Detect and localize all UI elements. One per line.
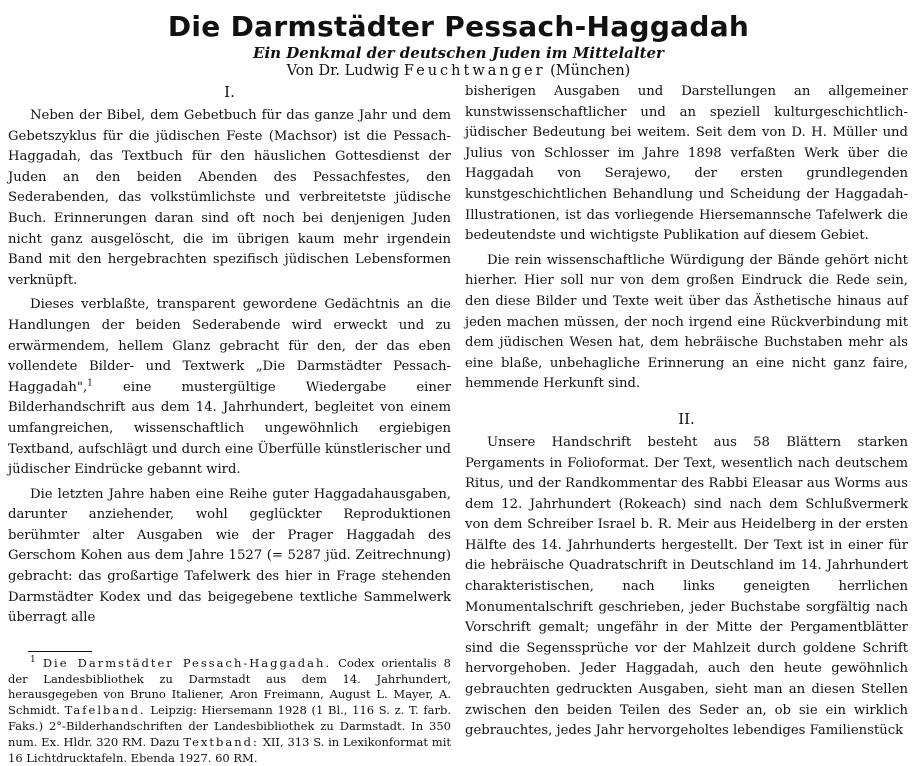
footnote-text: Leipzig: Hiersemann 1928 (1 Bl., 116 S. z. T. farb. Faks.) 2°-Bilderhandschriften der Landesbibliothek zu Darmstadt. In 350 num. Ex. Hldr. 320 RM. Dazu	[8, 703, 451, 749]
footnote-text: Codex orientalis 8 der Landesbibliothek zu Darmstadt aus dem 14. Jahrhundert, herausgegeben von Bruno Italiener, Aron Freimann, August L. Mayer, A. Schmidt.	[8, 655, 452, 718]
footnote	[8, 656, 451, 766]
footnote-text: XII, 313 S. in Lexikonformat mit 16 Lichtdrucktafeln. Ebenda 1927. 60 RM.	[8, 734, 452, 765]
footnote-title: Die Darmstädter Pessach-Haggadah.	[42, 655, 332, 670]
right-column	[465, 82, 908, 766]
footnote-label-textband: Textband:	[183, 734, 259, 749]
article-columns	[8, 82, 909, 766]
paragraph	[8, 295, 451, 480]
footnote-mark: 1	[30, 655, 36, 666]
byline	[8, 62, 909, 80]
left-column	[8, 82, 451, 766]
section-heading-1: I.	[224, 83, 235, 101]
footnote-label-tafelband: Tafelband.	[64, 703, 146, 718]
paragraph: Neben der Bibel, dem Gebetbuch für das ganze Jahr und dem Gebetszyklus für die jüdischen Feste (Machsor) ist die Pessach-Haggadah, das Textbuch für den häuslichen Gottesdienst der Juden an den beiden Abenden des Pessachfestes, den Sederabenden, das volkstümlichste und verbreitetste jüdische Buch. Erinnerungen daran sind oft noch bei denjenigen Juden nicht ganz ausgelöscht, die im übrigen kaum mehr irgendein Band mit den hergebrachten spezifisch jüdischen Lebensformen verknüpft.	[8, 108, 451, 288]
author-name: Feuchtwanger	[403, 63, 546, 79]
article-title: Die Darmstädter Pessach-Haggadah	[167, 10, 750, 43]
byline-suffix: (München)	[550, 63, 631, 79]
paragraph: Die rein wissenschaftliche Würdigung der Bände gehört nicht hierher. Hier soll nur von dem großen Eindruck die Rede sein, den diese Bilder und Texte weit über das Ästhetische hinaus auf jeden machen müssen, der noch irgend eine Rückverbindung mit dem jüdischen Wesen hat, dem hebräische Buchstaben mehr als eine blaße, unbehagliche Erinnerung an eine nicht ganz faire, hemmende Herkunft sind.	[465, 252, 908, 392]
paragraph-text: Dieses verblaßte, transparent gewordene Gedächtnis an die Handlungen der beiden Sederabende wird erweckt und zu erwärmendem, hellem Glanz gebracht für den, der das eben vollendete Bilder- und Textwerk „Die Darmstädter Pessach-Haggadah",	[8, 297, 451, 395]
article-subtitle: Ein Denkmal der deutschen Juden im Mittelalter	[253, 44, 664, 62]
paragraph: Unsere Handschrift besteht aus 58 Blättern starken Pergaments in Folioformat. Der Text, wesentlich nach deutschem Ritus, und der Randkommentar des Rabbi Eleasar aus Worms aus dem 12. Jahrhundert (Rokeach) sind nach dem Schlußvermerk von dem Schreiber Israel b. R. Meir aus Heidelberg in der ersten Hälfte des 14. Jahrhunderts hergestellt. Der Text ist in einer für die hebräische Quadratschrift in Deutschland im 14. Jahrhundert charakteristischen, nach links geneigten herrlichen Monumentalschrift geschrieben, jeder Buchstabe sorgfältig nach Vorschrift gemalt; ungefähr in der Mitte der Pergamentblätter sind die Segenssprüche vor der Mahlzeit durch goldene Schrift hervorgehoben. Jeder Haggadah, auch den heute gewöhnlich gebrauchten gedruckten Ausgaben, sieht man an diesen Stellen zwischen den beiden Teilen des Seder an, ob sie ein wirklich gebrauchtes, jedes Jahr hervorgeholtes lebendiges Familienstück	[465, 434, 908, 739]
section-heading-2: II.	[678, 409, 695, 428]
paragraph-continued: bisherigen Ausgaben und Darstellungen an allgemeiner kunstwissenschaftlicher und an speziell kulturgeschichtlich-jüdischer Bedeutung bei weitem. Seit dem von D. H. Müller und Julius von Schlosser im Jahre 1898 verfaßten Werk über die Haggadah von Serajewo, der ersten grundlegenden kunstgeschichtlichen Behandlung und Scheidung der Haggadah-Illustrationen, ist das vorliegende Hiersemannsche Tafelwerk die bedeutendste und wichtigste Publikation auf diesem Gebiet.	[465, 84, 908, 244]
byline-prefix: Von Dr. Ludwig	[286, 63, 400, 79]
paragraph: Die letzten Jahre haben eine Reihe guter Haggadahausgaben, darunter anziehender, wohl geglückter Reproduktionen berühmter alter Ausgaben wie der Prager Haggadah des Gerschom Kohen aus dem Jahre 1527 (= 5287 jüd. Zeitrechnung) gebracht: das großartige Tafelwerk des hier in Frage stehenden Darmstädter Kodex und das beigegebene textliche Sammelwerk überragt alle	[8, 486, 451, 626]
paragraph-text: eine mustergültige Wiedergabe einer Bilderhandschrift aus dem 14. Jahrhundert, begleitet von einem umfangreichen, wissenschaftlich ungewöhnlich ergiebigen Textband, aufschlägt und durch eine Überfülle künstlerischer und jüdischer Eindrücke gebannt wird.	[8, 379, 451, 478]
footnote-reference[interactable]: 1	[87, 378, 93, 389]
footnote-divider	[28, 651, 92, 652]
